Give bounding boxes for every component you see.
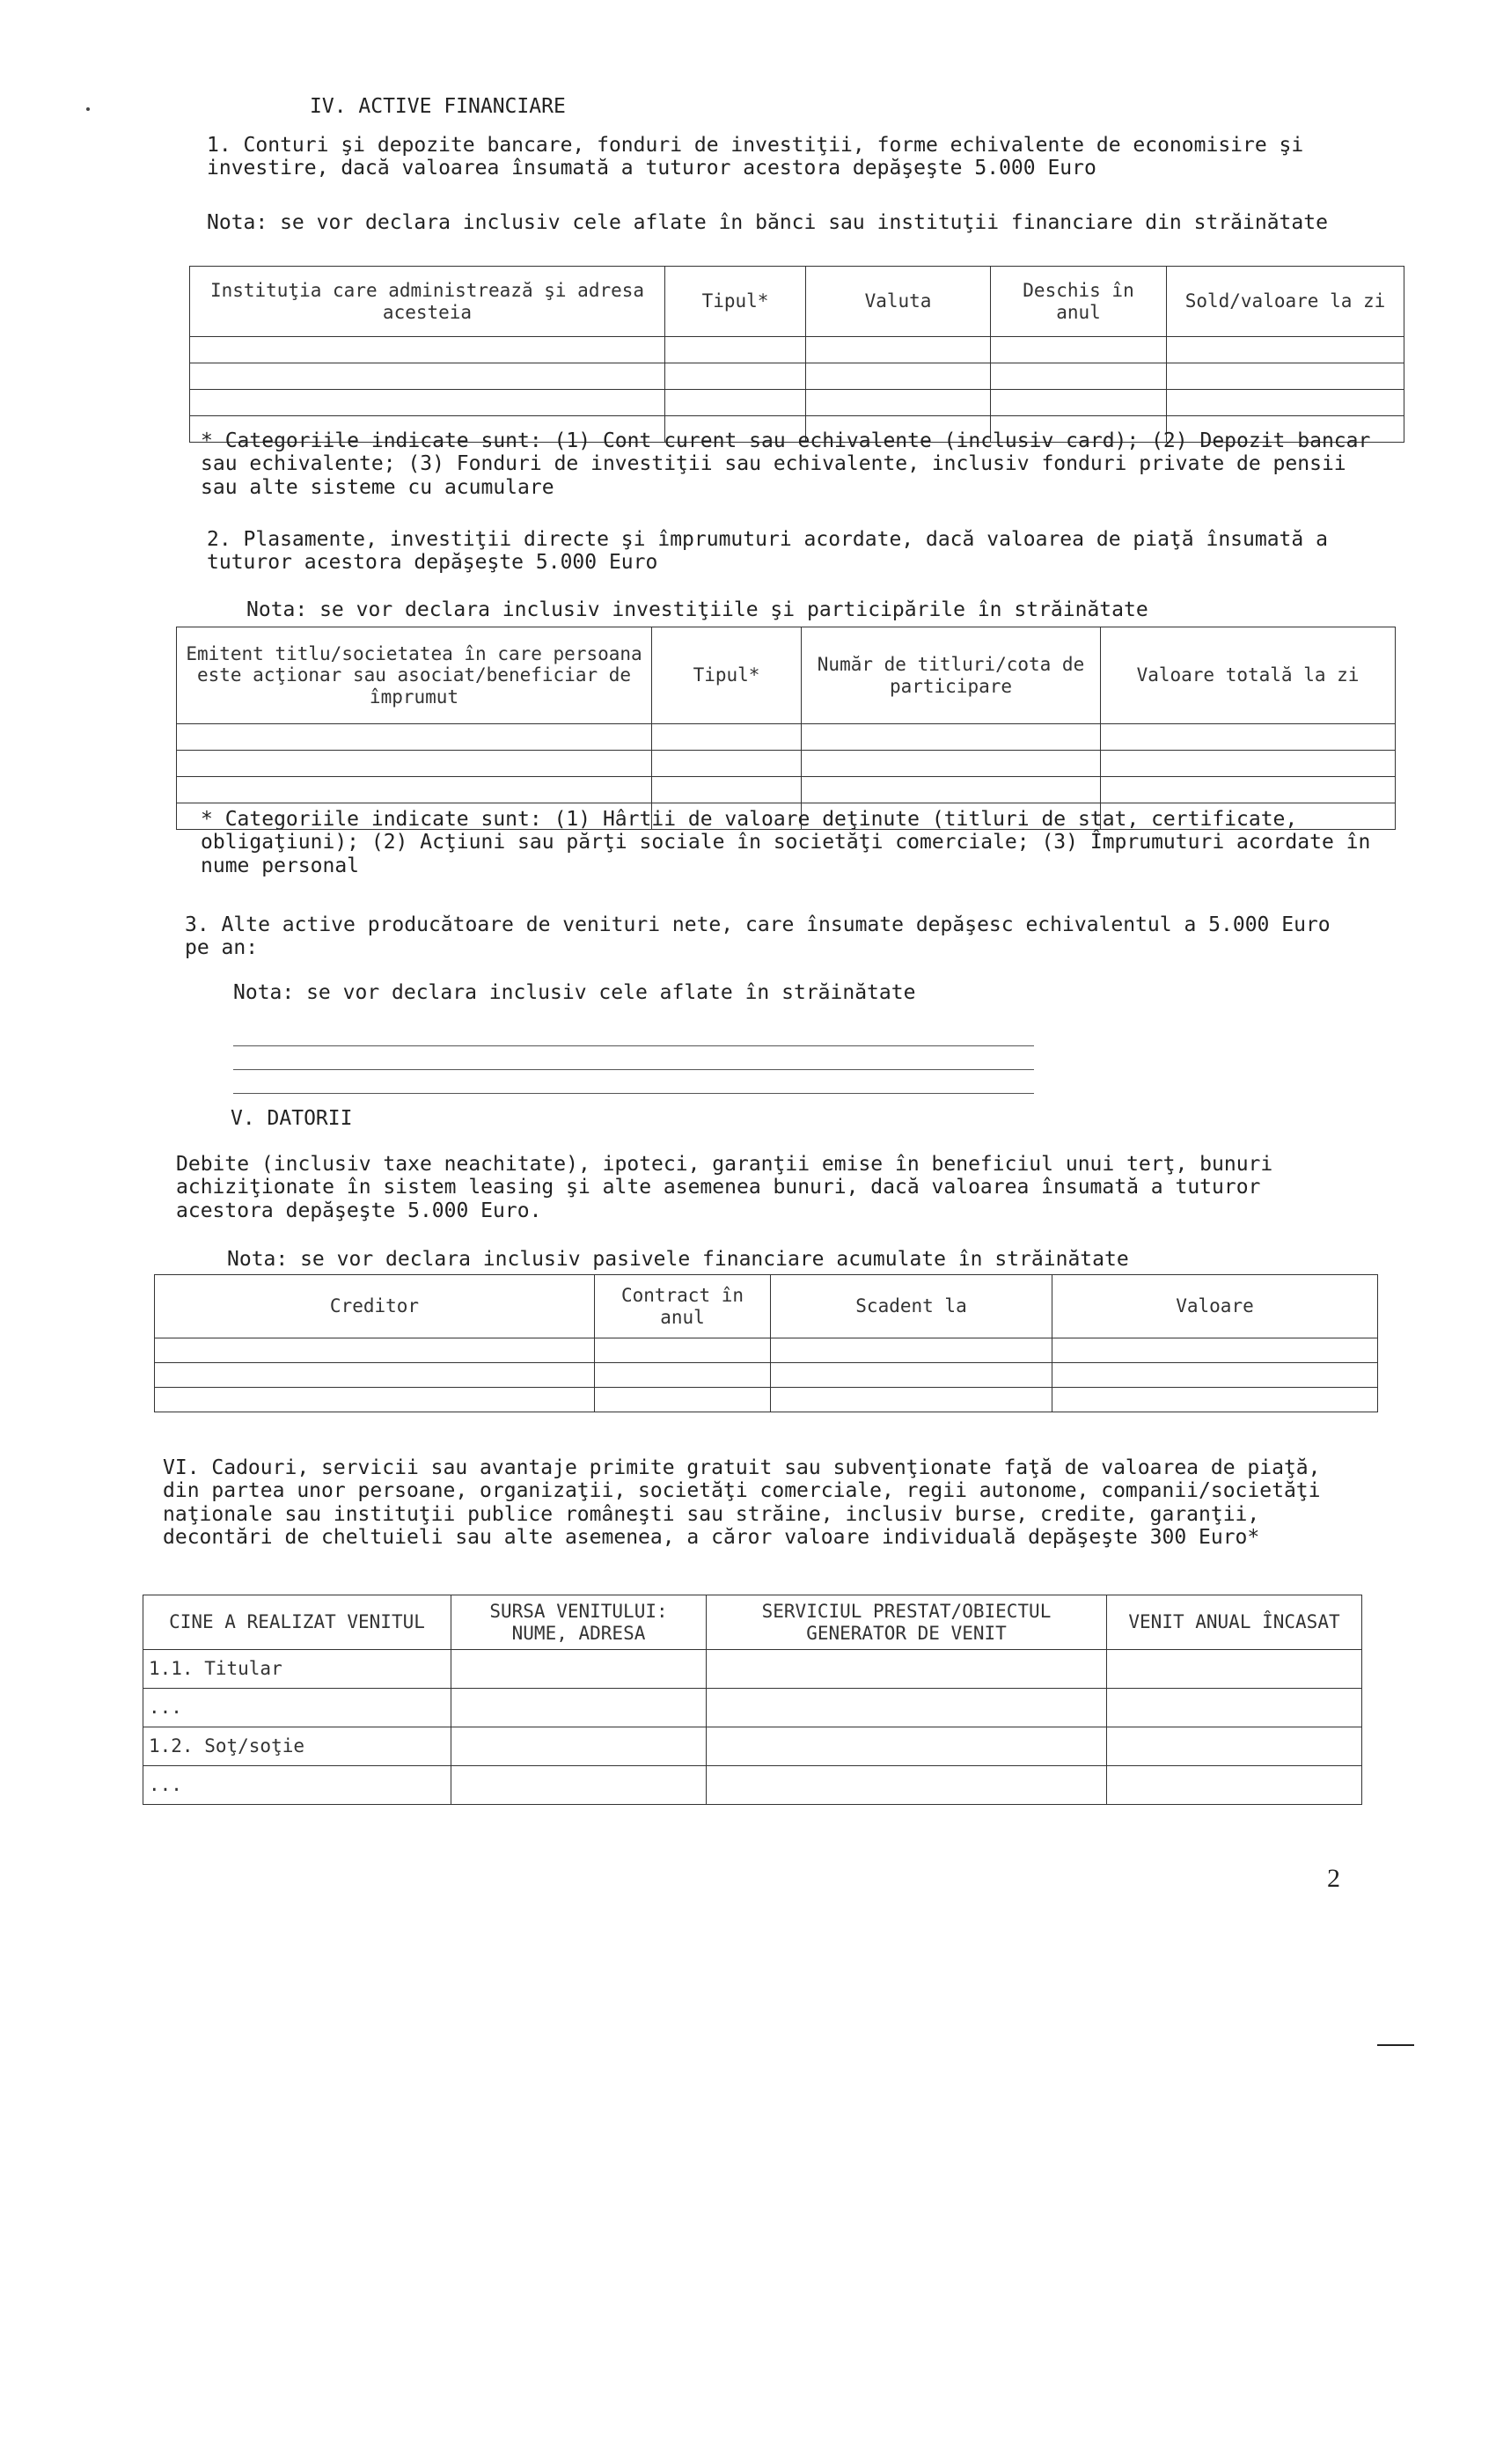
section-iv-title: IV. ACTIVE FINANCIARE — [310, 95, 566, 118]
col-header-opened: Deschis în anul — [991, 267, 1167, 337]
table-header-row — [177, 627, 1396, 724]
row-label: ... — [143, 1689, 451, 1727]
footnote-bank-categories: * Categoriile indicate sunt: (1) Cont curent sau echivalente (inclusiv card); (2) Depozit bancar sau echivalente; (3) Fonduri de investiţii sau echivalente, inclusiv fonduri private de pensii sau alte sisteme cu acumulare — [201, 429, 1371, 499]
section-iv-p2-note: Nota: se vor declara inclusiv investiţiile şi participările în străinătate — [246, 598, 1148, 621]
row-label: 1.2. Soţ/soţie — [143, 1727, 451, 1766]
table-row — [155, 1388, 1378, 1412]
table-row — [190, 363, 1404, 390]
table-row — [177, 751, 1396, 777]
table-row — [190, 390, 1404, 416]
col-header-who: CINE A REALIZAT VENITUL — [143, 1595, 451, 1650]
table-header-row — [155, 1275, 1378, 1338]
col-header-service: SERVICIUL PRESTAT/OBIECTUL GENERATOR DE VENIT — [707, 1595, 1107, 1650]
table-row — [143, 1766, 1362, 1805]
table-header-row — [190, 267, 1404, 337]
blank-line — [233, 1069, 1034, 1070]
scan-dot — [86, 107, 90, 111]
table-row — [177, 777, 1396, 803]
section-iv-p3: 3. Alte active producătoare de venituri nete, care însumate depăşesc echivalentul a 5.000 Euro pe an: — [185, 913, 1331, 960]
col-header-creditor: Creditor — [155, 1275, 595, 1338]
table-row — [177, 724, 1396, 751]
page-number: 2 — [1327, 1864, 1340, 1893]
col-header-type: Tipul* — [665, 267, 806, 337]
col-header-shares: Număr de titluri/cota de participare — [802, 627, 1101, 724]
section-v-note: Nota: se vor declara inclusiv pasivele financiare acumulate în străinătate — [227, 1248, 1129, 1271]
col-header-type: Tipul* — [652, 627, 802, 724]
table-gifts — [143, 1595, 1362, 1805]
section-iv-p3-note: Nota: se vor declara inclusiv cele aflate în străinătate — [233, 981, 916, 1004]
blank-line — [233, 1093, 1034, 1094]
scan-dash — [1377, 2044, 1414, 2046]
table-row — [143, 1727, 1362, 1766]
table-row — [155, 1363, 1378, 1388]
table-row — [143, 1650, 1362, 1689]
section-v-title: V. DATORII — [231, 1107, 353, 1130]
table-row — [143, 1689, 1362, 1727]
col-header-total-value: Valoare totală la zi — [1101, 627, 1396, 724]
row-label: ... — [143, 1766, 451, 1805]
table-debts — [154, 1274, 1378, 1412]
section-vi-p1: VI. Cadouri, servicii sau avantaje primite gratuit sau subvenţionate faţă de valoarea de piaţă, din partea unor persoane, organizaţii, societăţi comerciale, regii autonome, companii/societăţi naţionale sau instituţii publice româneşti sau străine, inclusiv burse, credite, garanţii, decontări de cheltuieli sau alte asemenea, a căror valoare individuală depăşeşte 300 Euro* — [163, 1456, 1321, 1550]
col-header-contract-year: Contract în anul — [595, 1275, 771, 1338]
blank-line — [233, 1045, 1034, 1046]
col-header-issuer: Emitent titlu/societatea în care persoana este acţionar sau asociat/beneficiar de împrumut — [177, 627, 652, 724]
section-v-p1: Debite (inclusiv taxe neachitate), ipoteci, garanţii emise în beneficiul unui terţ, bunuri achiziţionate în sistem leasing şi alte asemenea bunuri, dacă valoarea însumată a tuturor acestora depăşeşte 5.000 Euro. — [176, 1153, 1273, 1222]
table-row — [190, 337, 1404, 363]
col-header-income: VENIT ANUAL ÎNCASAT — [1107, 1595, 1362, 1650]
table-bank-accounts — [189, 266, 1404, 443]
col-header-value: Valoare — [1052, 1275, 1378, 1338]
row-label: 1.1. Titular — [143, 1650, 451, 1689]
col-header-source: SURSA VENITULUI: NUME, ADRESA — [451, 1595, 707, 1650]
table-row — [155, 1338, 1378, 1363]
section-iv-p1-note: Nota: se vor declara inclusiv cele aflate în bănci sau instituţii financiare din străinătate — [207, 211, 1328, 234]
section-iv-p1: 1. Conturi şi depozite bancare, fonduri de investiţii, forme echivalente de economisire şi investire, dacă valoarea însumată a tuturor acestora depăşeşte 5.000 Euro — [207, 134, 1304, 180]
col-header-currency: Valuta — [806, 267, 991, 337]
col-header-institution: Instituţia care administrează şi adresa acesteia — [190, 267, 665, 337]
table-investments — [176, 627, 1396, 830]
section-iv-p2: 2. Plasamente, investiţii directe şi împrumuturi acordate, dacă valoarea de piaţă însumată a tuturor acestora depăşeşte 5.000 Euro — [207, 528, 1328, 575]
table-header-row — [143, 1595, 1362, 1650]
col-header-due: Scadent la — [771, 1275, 1052, 1338]
col-header-balance: Sold/valoare la zi — [1167, 267, 1404, 337]
footnote-investment-categories: * Categoriile indicate sunt: (1) Hârtii de valoare deţinute (titluri de stat, certificate, obligaţiuni); (2) Acţiuni sau părţi sociale în societăţi comerciale; (3) Împrumuturi acordate în nume personal — [201, 808, 1371, 877]
